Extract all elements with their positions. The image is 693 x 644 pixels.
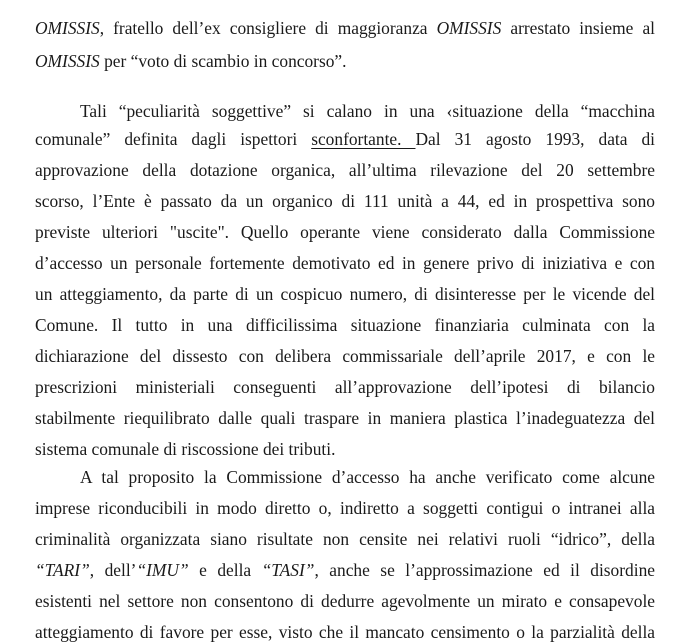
text-segment: , anche se l’approssimazione ed il disordine — [314, 560, 655, 580]
text-segment: d’accesso un personale fortemente demotivato ed in genere privo di iniziativa e con — [35, 253, 655, 273]
text-segment: atteggiamento di favore per esse, visto che il mancato censimento o la parzialità della — [35, 622, 655, 642]
paragraph-3-line-4 — [35, 555, 655, 585]
text-segment: criminalità organizzata siano risultate non censite nei relativi ruoli “idrico”, della — [35, 529, 655, 549]
text-segment: previste ulteriori "uscite". Quello operante viene considerato dalla Commissione — [35, 222, 655, 242]
paragraph-2-line-4 — [35, 186, 655, 216]
text-segment: approvazione della dotazione organica, all’ultima rilevazione del 20 settembre — [35, 160, 655, 180]
paragraph-2-line-10 — [35, 372, 655, 402]
paragraph-1-line-1 — [35, 13, 655, 43]
paragraph-3-line-5 — [35, 586, 655, 616]
text-segment: sistema comunale di riscossione dei tributi. — [35, 439, 336, 459]
text-segment: un atteggiamento, da parte di un cospicuo numero, di disinteresse per le vicende del — [35, 284, 655, 304]
paragraph-2-line-2 — [35, 124, 655, 154]
paragraph-3-line-1 — [80, 462, 655, 492]
italic-text-segment: “TARI” — [35, 560, 90, 580]
paragraph-2-line-9 — [35, 341, 655, 371]
paragraph-2-line-1 — [80, 96, 655, 126]
paragraph-2-line-8 — [35, 310, 655, 340]
text-segment: Dal 31 agosto 1993, data di — [415, 129, 655, 149]
paragraph-2-line-3 — [35, 155, 655, 185]
paragraph-1-line-2 — [35, 46, 655, 76]
italic-text-segment: OMISSIS — [35, 18, 100, 38]
text-segment: scorso, l’Ente è passato da un organico di 111 unità a 44, ed in prospettiva sono — [35, 191, 655, 211]
italic-text-segment: “IMU” — [136, 560, 189, 580]
text-segment: e della — [188, 560, 262, 580]
text-segment: imprese riconducibili in modo diretto o, indiretto a soggetti contigui o intranei alla — [35, 498, 655, 518]
text-segment: comunale” definita dagli ispettori — [35, 129, 312, 149]
text-segment: dichiarazione del dissesto con delibera commissariale dell’aprile 2017, e con le — [35, 346, 655, 366]
paragraph-2-line-11 — [35, 403, 655, 433]
text-segment: Comune. Il tutto in una difficilissima situazione finanziaria culminata con la — [35, 315, 655, 335]
italic-text-segment: “TASI” — [261, 560, 315, 580]
paragraph-2-line-12 — [35, 434, 655, 464]
text-segment: stabilmente riequilibrato dalle quali traspare in maniera plastica l’inadeguatezza del — [35, 408, 655, 428]
paragraph-3-line-3 — [35, 524, 655, 554]
text-segment: arrestato insieme al — [501, 18, 655, 38]
italic-text-segment: OMISSIS — [436, 18, 502, 38]
paragraph-2-line-6 — [35, 248, 655, 278]
text-segment: esistenti nel settore non consentono di dedurre agevolmente un mirato e consapevole — [35, 591, 655, 611]
italic-text-segment: OMISSIS — [35, 51, 100, 71]
paragraph-3-line-2 — [35, 493, 655, 523]
underlined-text-segment: sconfortante. — [311, 129, 416, 149]
text-segment: , dell’ — [89, 560, 137, 580]
paragraph-3-line-6 — [35, 617, 655, 644]
paragraph-2-line-7 — [35, 279, 655, 309]
text-segment: per “voto di scambio in concorso”. — [99, 51, 347, 71]
text-segment: prescrizioni ministeriali conseguenti all’approvazione dell’ipotesi di bilancio — [35, 377, 655, 397]
text-segment: A tal proposito la Commissione d’accesso ha anche verificato come alcune — [80, 467, 655, 487]
paragraph-2-line-5 — [35, 217, 655, 247]
text-segment: , fratello dell’ex consigliere di maggioranza — [99, 18, 437, 38]
text-segment: Tali “peculiarità soggettive” si calano in una ‹situazione della “macchina — [80, 101, 655, 121]
